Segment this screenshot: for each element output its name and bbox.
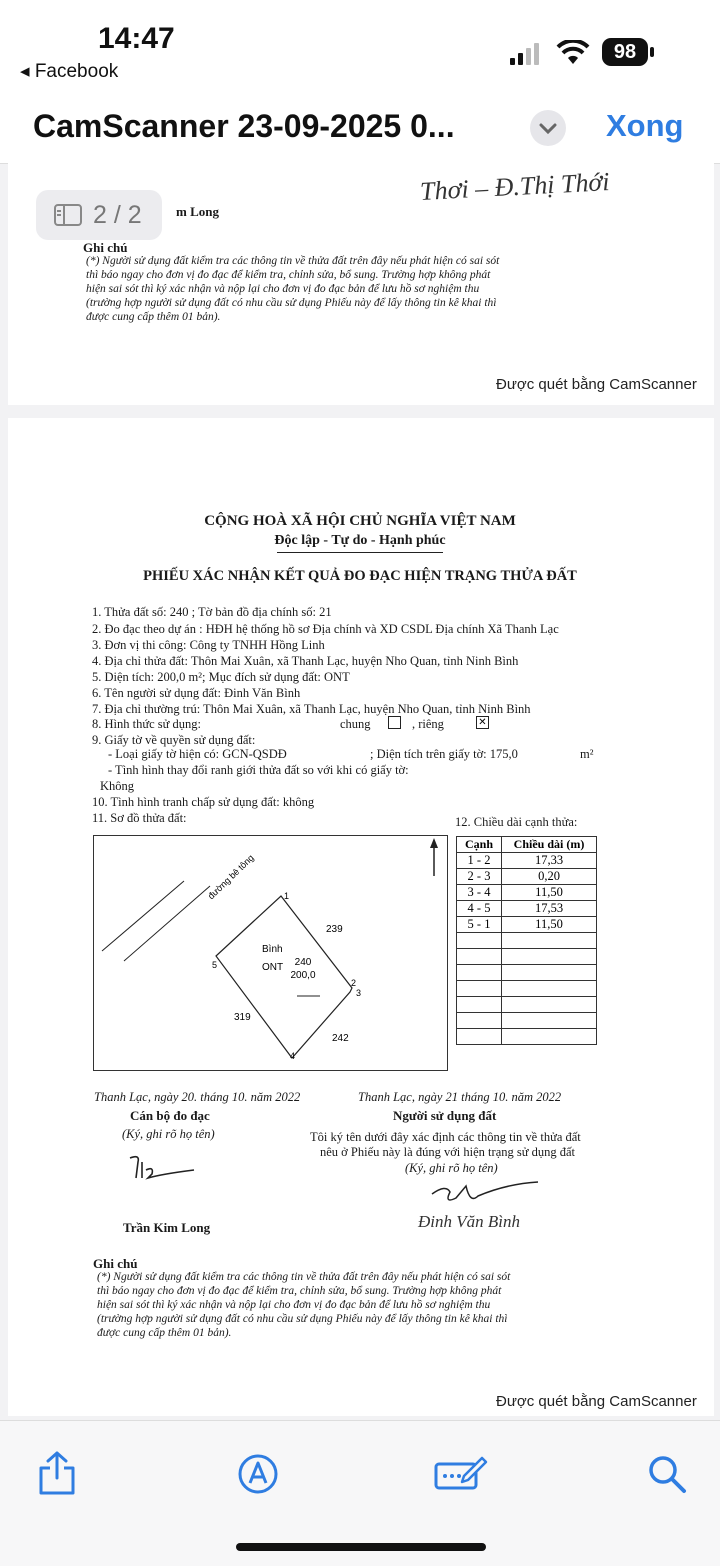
surveyor-sign-hint: (Ký, ghi rõ họ tên) xyxy=(122,1127,215,1141)
markup-icon[interactable] xyxy=(237,1453,279,1495)
wifi-icon xyxy=(556,40,590,66)
length-cell: 17,33 xyxy=(502,853,597,869)
line-dispute: 10. Tình hình tranh chấp sử dụng đất: không xyxy=(92,795,315,809)
camscanner-watermark: Được quét bằng CamScanner xyxy=(496,1393,697,1410)
land-type-label: ONT xyxy=(262,962,284,973)
status-time: 14:47 xyxy=(98,22,175,55)
done-button[interactable]: Xong xyxy=(606,108,684,143)
sidebar-icon xyxy=(54,204,82,226)
private-checkbox-checked: ✕ xyxy=(476,716,489,729)
parcel-number-label: 240 xyxy=(294,957,312,968)
length-cell: 11,50 xyxy=(502,885,597,901)
parcel-sketch xyxy=(93,835,448,1071)
line-paper-area: ; Diện tích trên giấy tờ: 175,0 xyxy=(370,747,518,761)
length-cell: 17,53 xyxy=(502,901,597,917)
camscanner-watermark: Được quét bằng CamScanner xyxy=(496,376,697,393)
table-row-empty xyxy=(457,997,597,1013)
page2-note-title: Ghi chú xyxy=(93,1256,138,1271)
edge-cell: 3 - 4 xyxy=(457,885,502,901)
note-line: hiện sai sót thì ký xác nhận và nộp lại cho đơn vị đo đạc bản để lưu hồ sơ nghiệm thu xyxy=(97,1299,491,1311)
owner-signature-icon xyxy=(426,1176,546,1210)
note-line: được cung cấp thêm 01 bản). xyxy=(86,311,221,323)
edge-lengths-table xyxy=(456,836,597,1045)
page1-note-text xyxy=(86,254,499,324)
edge-cell: 2 - 3 xyxy=(457,869,502,885)
national-title: CỘNG HOÀ XÃ HỘI CHỦ NGHĨA VIỆT NAM xyxy=(204,513,516,529)
note-line: hiện sai sót thì ký xác nhận và nộp lại cho đơn vị đo đạc bản để lưu hồ sơ nghiệm thu xyxy=(86,283,480,295)
note-line: được cung cấp thêm 01 bản). xyxy=(97,1327,232,1339)
page1-note-title: Ghi chú xyxy=(83,240,128,255)
owner-name-handwritten: Đinh Văn Bình xyxy=(418,1212,520,1231)
page-indicator[interactable] xyxy=(36,190,162,240)
line-project: 2. Đo đạc theo dự án : HĐH hệ thống hồ sơ Địa chính và XD CSDL Địa chính Xã Thanh Lạc xyxy=(92,622,559,636)
handwritten-name: Thơi – Đ.Thị Thới xyxy=(419,167,611,206)
owner-date: Thanh Lạc, ngày 21 tháng 10. năm 2022 xyxy=(358,1090,562,1104)
line-address: 4. Địa chỉ thửa đất: Thôn Mai Xuân, xã Thanh Lạc, huyện Nho Quan, tỉnh Ninh Bình xyxy=(92,654,519,668)
edge-cell: 1 - 2 xyxy=(457,853,502,869)
battery-cap xyxy=(650,47,654,57)
vertex-5: 5 xyxy=(212,960,218,970)
surveyor-date: Thanh Lạc, ngày 20. tháng 10. năm 2022 xyxy=(94,1090,301,1104)
note-line: (trường hợp người sử dụng đất có nhu cầu sử dụng Phiếu này để lấy thông tin kê khai thì xyxy=(97,1313,508,1325)
title-menu-button[interactable] xyxy=(530,110,566,146)
surveyor-role: Cán bộ đo đạc xyxy=(130,1108,210,1123)
back-to-app-link[interactable]: ◂ Facebook xyxy=(20,61,119,82)
length-cell: 11,50 xyxy=(502,917,597,933)
line-boundary-value: Không xyxy=(100,779,135,793)
line-usage-form: 8. Hình thức sử dụng: xyxy=(92,717,202,731)
note-line: (trường hợp người sử dụng đất có nhu cầu sử dụng Phiếu này để lấy thông tin kê khai thì xyxy=(86,297,497,309)
search-icon[interactable] xyxy=(646,1453,688,1495)
neighbor-319: 319 xyxy=(234,1012,251,1023)
usage-private-label: , riêng xyxy=(412,717,444,731)
edge-cell: 5 - 1 xyxy=(457,917,502,933)
document-title[interactable]: CamScanner 23-09-2025 0... xyxy=(33,108,455,144)
note-line: thì báo ngay cho đơn vị đo đạc để kiểm tra, chỉnh sửa, bổ sung. Trường hợp không phát xyxy=(97,1285,502,1297)
table-header-row xyxy=(457,837,597,853)
road-label: đường bê tông xyxy=(206,852,256,902)
surveyor-name: Trần Kim Long xyxy=(123,1220,211,1235)
home-indicator xyxy=(236,1543,486,1551)
column-header: Chiều dài (m) xyxy=(502,837,597,853)
owner-label: Bình xyxy=(262,944,283,955)
owner-sign-hint: (Ký, ghi rõ họ tên) xyxy=(405,1161,498,1175)
national-motto: Độc lập - Tự do - Hạnh phúc xyxy=(274,533,446,548)
table-row-empty xyxy=(457,965,597,981)
neighbor-242: 242 xyxy=(332,1033,349,1044)
battery-indicator: 98 xyxy=(602,38,648,66)
note-line: (*) Người sử dụng đất kiểm tra các thông tin về thửa đất trên đây nếu phát hiện có sai sót xyxy=(97,1271,511,1283)
table-row xyxy=(457,869,597,885)
table-row-empty xyxy=(457,1013,597,1029)
line-contractor: 3. Đơn vị thi công: Công ty TNHH Hồng Linh xyxy=(92,638,325,652)
table-row xyxy=(457,901,597,917)
share-icon[interactable] xyxy=(36,1450,78,1496)
parcel-area-label: 200,0 xyxy=(290,970,316,981)
table-row-empty xyxy=(457,1029,597,1045)
table-row xyxy=(457,917,597,933)
neighbor-239: 239 xyxy=(326,924,343,935)
chevron-down-icon xyxy=(530,110,566,146)
line-sketch: 11. Sơ đồ thửa đất: xyxy=(92,811,187,825)
line-parcel: 1. Thửa đất số: 240 ; Tờ bản đồ địa chính số: 21 xyxy=(92,605,332,619)
vertex-2: 2 xyxy=(351,978,357,988)
column-header: Cạnh xyxy=(457,837,502,853)
owner-role: Người sử dụng đất xyxy=(393,1108,497,1123)
table-row-empty xyxy=(457,981,597,997)
owner-declaration-1: Tôi ký tên dưới đây xác định các thông tin về thửa đất xyxy=(310,1130,581,1144)
page1-signer-name: m Long xyxy=(176,204,219,219)
table-row xyxy=(457,885,597,901)
table-row-empty xyxy=(457,933,597,949)
length-cell: 0,20 xyxy=(502,869,597,885)
line-residence: 7. Địa chỉ thường trú: Thôn Mai Xuân, xã Thanh Lạc, huyện Nho Quan, tỉnh Ninh Bình xyxy=(92,702,531,716)
line-boundary-change: - Tình hình thay đổi ranh giới thửa đất so với khi có giấy tờ: xyxy=(108,763,409,777)
table-row xyxy=(457,853,597,869)
note-line: (*) Người sử dụng đất kiểm tra các thông tin về thửa đất trên đây nếu phát hiện có sai sót xyxy=(86,255,500,267)
page2-note-text xyxy=(97,1270,510,1340)
annotate-icon[interactable] xyxy=(434,1454,488,1492)
line-land-papers: 9. Giấy tờ về quyền sử dụng đất: xyxy=(92,733,256,747)
line-edge-lengths: 12. Chiều dài cạnh thửa: xyxy=(455,815,578,829)
line-paper-type: - Loại giấy tờ hiện có: GCN-QSDĐ xyxy=(108,747,287,761)
vertex-3: 3 xyxy=(356,988,362,998)
note-line: thì báo ngay cho đơn vị đo đạc để kiểm tra, chỉnh sửa, bổ sung. Trường hợp không phát xyxy=(86,269,491,281)
owner-declaration-2: nêu ở Phiếu này là đúng với hiện trạng sử dụng đất xyxy=(320,1145,576,1159)
line-paper-unit: m² xyxy=(580,747,594,761)
shared-checkbox xyxy=(388,716,401,729)
motto-underline xyxy=(277,552,443,553)
surveyor-signature-icon xyxy=(126,1152,198,1184)
table-row-empty xyxy=(457,949,597,965)
edge-cell: 4 - 5 xyxy=(457,901,502,917)
line-area: 5. Diện tích: 200,0 m²; Mục đích sử dụng đất: ONT xyxy=(92,670,350,684)
vertex-4: 4 xyxy=(290,1051,296,1061)
usage-shared-label: chung xyxy=(340,717,371,731)
line-owner: 6. Tên người sử dụng đất: Đinh Văn Bình xyxy=(92,686,301,700)
form-title: PHIẾU XÁC NHẬN KẾT QUẢ ĐO ĐẠC HIỆN TRẠNG THỬA ĐẤT xyxy=(143,568,577,584)
vertex-1: 1 xyxy=(284,891,290,901)
page-indicator-label: 2 / 2 xyxy=(93,201,142,229)
